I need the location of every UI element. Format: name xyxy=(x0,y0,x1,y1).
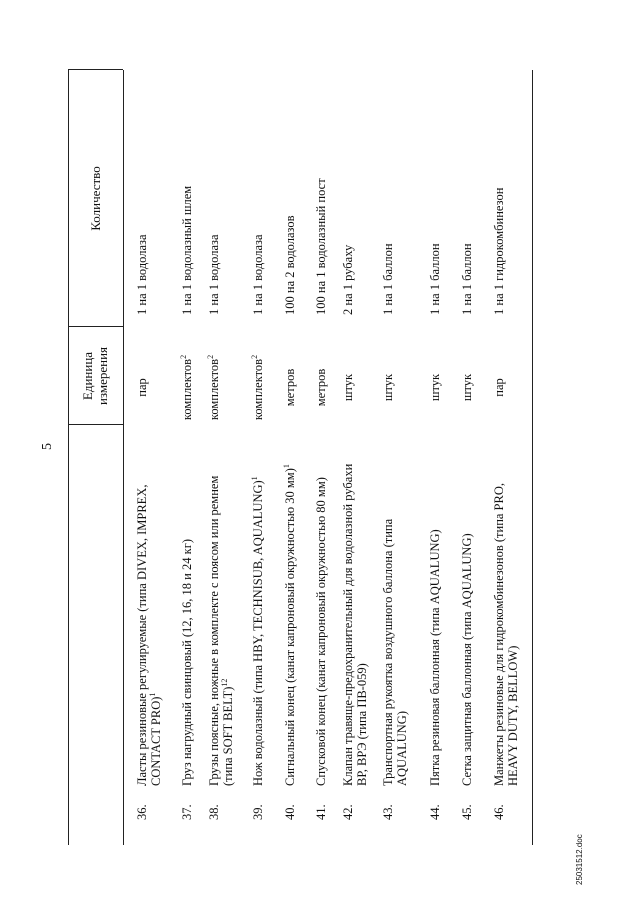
item-unit: штук xyxy=(381,373,395,402)
table-bottom-rule xyxy=(532,70,533,845)
row-number: 42. xyxy=(341,804,355,820)
item-name: Сетка защитная баллонная (типа AQUALUNG) xyxy=(460,533,474,786)
item-name: Спусковой конец (канат капроновый окружностью 80 мм) xyxy=(314,477,328,786)
item-unit: метров xyxy=(314,368,328,407)
item-qty: 100 на 1 водолазный пост xyxy=(314,178,328,315)
table-row xyxy=(460,70,480,820)
table-row xyxy=(135,70,177,820)
footer-filename: 25031512.doc xyxy=(575,834,584,885)
table-row xyxy=(180,70,208,820)
item-name: Сигнальный конец (канат капроновый окружностью 30 мм)$^1$ xyxy=(281,464,297,786)
row-number: 44. xyxy=(428,804,442,820)
item-qty: 100 на 2 водолазов xyxy=(283,215,297,315)
item-name: Пятка резиновая баллонная (типа AQUALUNG) xyxy=(428,529,442,786)
item-name: Груз нагрудный свинцовый (12, 16, 18 и 24 кг) xyxy=(180,539,194,786)
table-row xyxy=(341,70,373,820)
row-number: 39. xyxy=(251,804,265,820)
item-qty: 1 на 1 водолазный шлем xyxy=(180,185,194,315)
table-row xyxy=(251,70,271,820)
item-unit: комплектов$^2$ xyxy=(205,354,221,421)
row-number: 37. xyxy=(180,804,194,820)
row-number: 43. xyxy=(381,804,395,820)
item-qty: 1 на 1 водолаза xyxy=(135,234,149,315)
item-qty: 2 на 1 рубаху xyxy=(341,244,355,315)
table-row xyxy=(314,70,334,820)
table-row xyxy=(492,70,524,820)
item-unit: штук xyxy=(341,373,355,402)
item-unit: штук xyxy=(428,373,442,402)
item-name: Грузы поясные, ножные в комплекте с поясом или ремнем (типа SOFT BELT)$^{12}$ xyxy=(207,475,235,786)
row-number: 41. xyxy=(314,804,328,820)
item-unit: комплектов$^2$ xyxy=(249,354,265,421)
page-number: 5 xyxy=(40,443,55,450)
row-number: 46. xyxy=(492,804,506,820)
item-qty: 1 на 1 баллон xyxy=(428,243,442,315)
item-unit: метров xyxy=(283,368,297,407)
item-qty: 1 на 1 гидрокомбинезон xyxy=(492,187,506,315)
item-name: Манжеты резиновые для гидрокомбинезонов (типа PRO, HEAVY DUTY, BELLOW) xyxy=(492,483,520,786)
table-right-border xyxy=(68,69,123,70)
header-unit: Единица измерения xyxy=(80,346,110,406)
header-qty: Количество xyxy=(88,166,103,231)
item-qty: 1 на 1 баллон xyxy=(460,243,474,315)
item-qty: 1 на 1 водолаза xyxy=(251,234,265,315)
row-number: 40. xyxy=(283,804,297,820)
item-name: Транспортная рукоятка воздушного баллона (типа AQUALUNG) xyxy=(381,518,409,786)
item-name: Нож водолазный (типа HBY, TECHNISUB, AQUALUNG)$^1$ xyxy=(249,476,265,786)
item-name: Клапан травяще-предохранительный для водолазной рубахи ВР, ВРЭ (типа ПВ-059) xyxy=(341,463,369,786)
column-divider-qty xyxy=(68,326,123,327)
item-qty: 1 на 1 баллон xyxy=(381,243,395,315)
column-divider-unit xyxy=(68,424,123,425)
table-top-rule xyxy=(68,70,69,845)
table-row xyxy=(428,70,448,820)
header-bottom-rule xyxy=(123,70,124,845)
table-row xyxy=(381,70,413,820)
item-name: Ласты резиновые регулируемые (типа DIVEX, IMPREX, CONTACT PRO)$^1$ xyxy=(135,484,163,786)
item-unit: пар xyxy=(492,378,506,397)
table-row xyxy=(283,70,303,820)
item-unit: пар xyxy=(135,378,149,397)
item-qty: 1 на 1 водолаза xyxy=(207,234,221,315)
item-unit: штук xyxy=(460,373,474,402)
row-number: 38. xyxy=(207,804,221,820)
table-row xyxy=(207,70,239,820)
row-number: 36. xyxy=(135,804,149,820)
item-unit: комплектов$^2$ xyxy=(178,354,194,421)
row-number: 45. xyxy=(460,804,474,820)
